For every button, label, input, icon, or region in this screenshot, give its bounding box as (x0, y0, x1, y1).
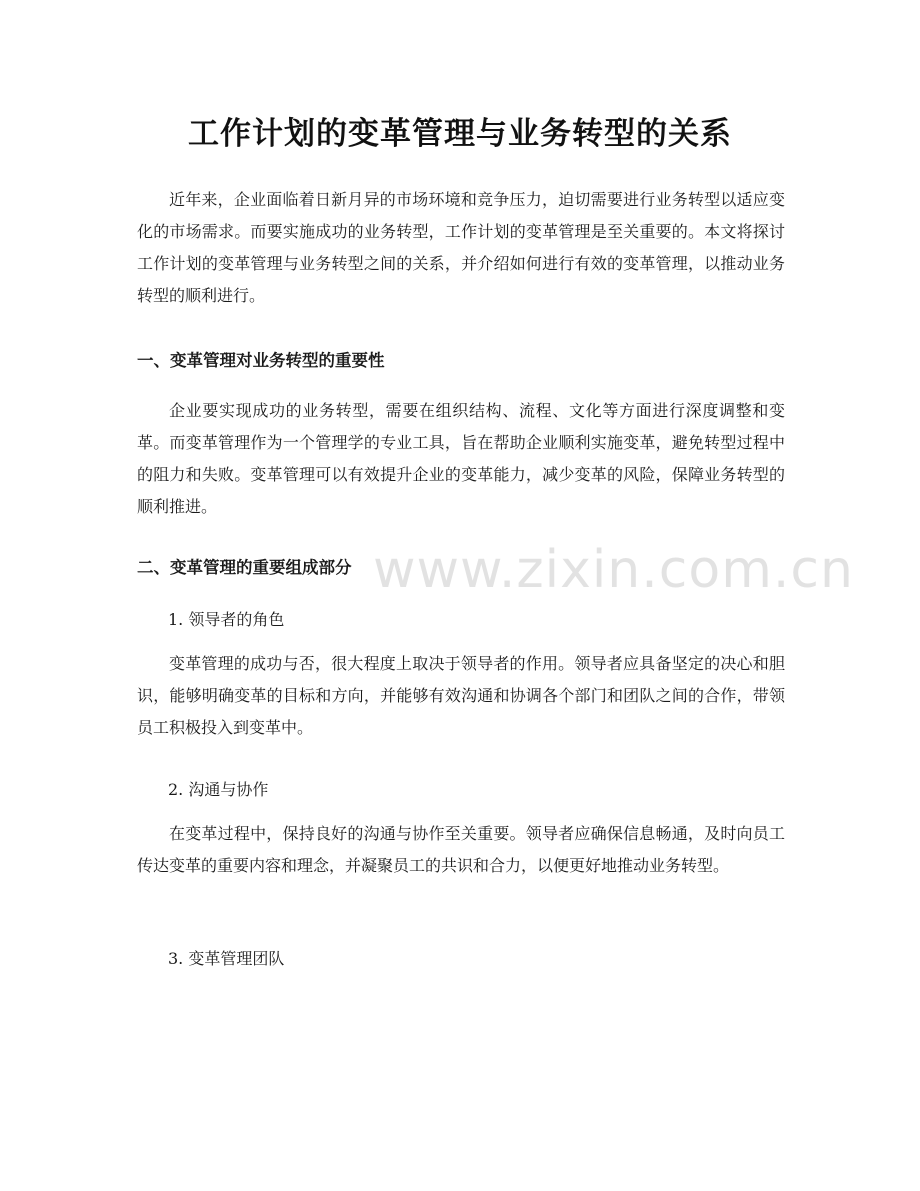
page-title: 工作计划的变革管理与业务转型的关系 (188, 116, 732, 152)
subsection-3-label: 3. 变革管理团队 (168, 949, 285, 968)
section-2-heading: 二、变革管理的重要组成部分 (137, 558, 352, 577)
subsection-2-paragraph: 在变革过程中，保持良好的沟通与协作至关重要。领导者应确保信息畅通，及时向员工传达变革的重要内容和理念，并凝聚员工的共识和合力，以便更好地推动业务转型。 (137, 824, 785, 875)
subsection-1-paragraph: 变革管理的成功与否，很大程度上取决于领导者的作用。领导者应具备坚定的决心和胆识，能够明确变革的目标和方向，并能够有效沟通和协调各个部门和团队之间的合作，带领员工积极投入到变革中。 (137, 654, 785, 737)
section-1-heading: 一、变革管理对业务转型的重要性 (137, 351, 385, 370)
intro-paragraph: 近年来，企业面临着日新月异的市场环境和竞争压力，迫切需要进行业务转型以适应变化的市场需求。而要实施成功的业务转型，工作计划的变革管理是至关重要的。本文将探讨工作计划的变革管理与业务转型之间的关系，并介绍如何进行有效的变革管理，以推动业务转型的顺利进行。 (137, 190, 785, 305)
subsection-1-label: 1. 领导者的角色 (168, 610, 285, 629)
section-1-paragraph: 企业要实现成功的业务转型，需要在组织结构、流程、文化等方面进行深度调整和变革。而变革管理作为一个管理学的专业工具，旨在帮助企业顺利实施变革，避免转型过程中的阻力和失败。变革管理可以有效提升企业的变革能力，减少变革的风险，保障业务转型的顺利推进。 (137, 401, 785, 516)
site-watermark: www.zixin.com.cn (373, 540, 854, 600)
subsection-2-label: 2. 沟通与协作 (168, 780, 269, 799)
